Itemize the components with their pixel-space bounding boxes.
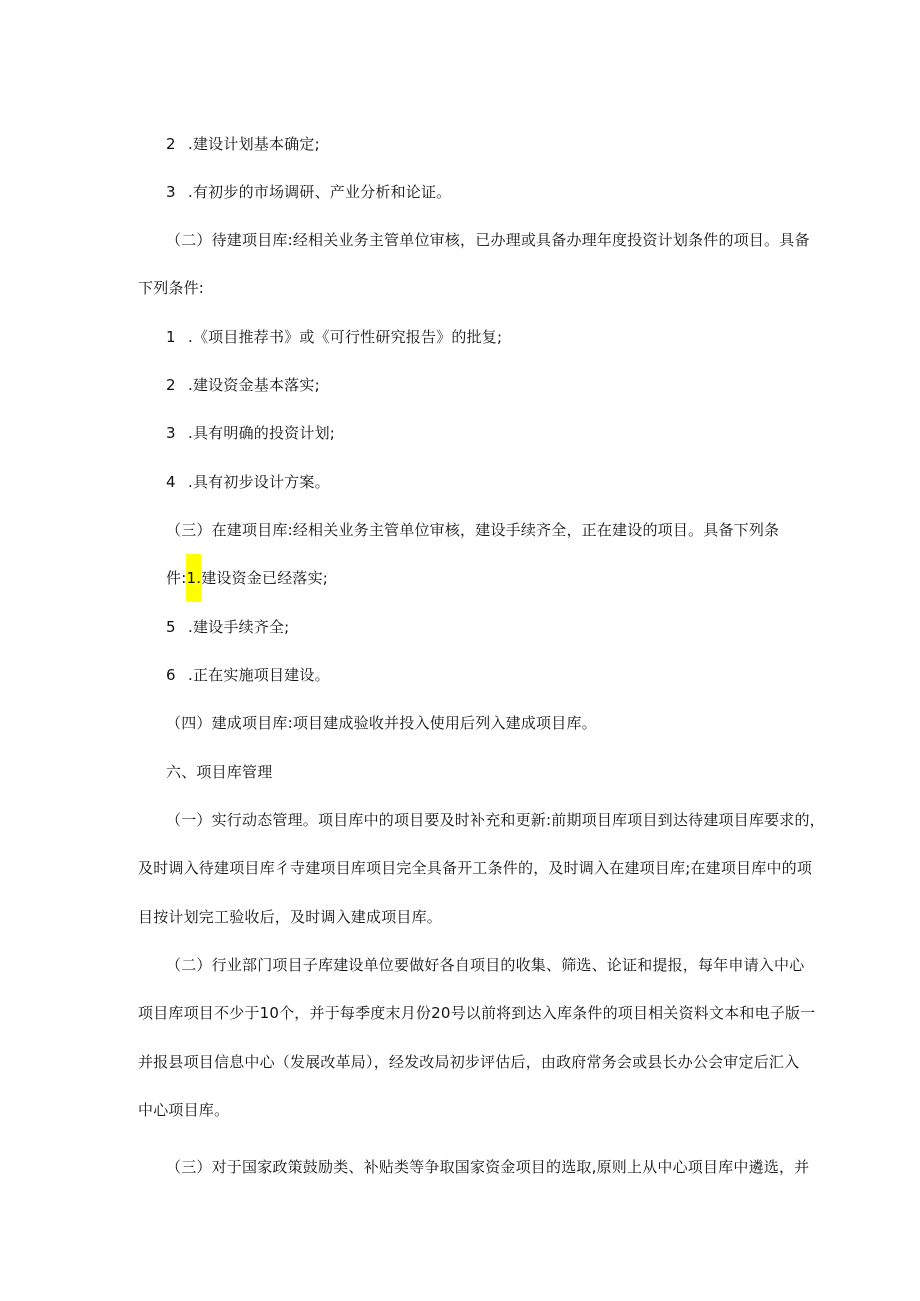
paragraph-line: （三）在建项目库:经相关业务主管单位审核，建设手续齐全，正在建设的项目。具备下列条	[166, 521, 780, 539]
text-fragment: 件:	[166, 569, 187, 587]
list-text: .有初步的市场调研、产业分析和论证。	[188, 183, 452, 201]
list-item	[166, 472, 330, 492]
list-number: 1	[166, 328, 176, 346]
highlighted-text: 1.	[186, 554, 201, 602]
list-text: .建设手续齐全;	[188, 618, 290, 636]
list-number: 4	[166, 473, 176, 491]
section-heading: 六、项目库管理	[166, 763, 273, 781]
paragraph-line: （二）待建项目库:经相关业务主管单位审核，已办理或具备办理年度投资计划条件的项目。具备	[166, 231, 810, 249]
list-number: 2	[166, 376, 176, 394]
list-number: 6	[166, 666, 176, 684]
paragraph-line: 中心项目库。	[138, 1101, 230, 1119]
paragraph-line	[166, 568, 328, 588]
list-item	[166, 665, 330, 685]
list-item	[166, 617, 289, 637]
paragraph-line: 目按计划完工验收后，及时调入建成项目库。	[138, 908, 443, 926]
list-text: .正在实施项目建设。	[188, 666, 330, 684]
list-text: .具有明确的投资计划;	[188, 424, 336, 442]
paragraph-line: 项目库项目不少于10个，并于每季度末月份20号以前将到达入库条件的项目相关资料文本和电子版一	[138, 1004, 816, 1022]
paragraph-line: 下列条件:	[138, 279, 205, 297]
list-number: 5	[166, 618, 176, 636]
paragraph-line: 并报县项目信息中心（发展改革局），经发改局初步评估后，由政府常务会或县长办公会审定后汇入	[138, 1053, 800, 1071]
text-fragment: 建设资金已经落实;	[201, 569, 329, 587]
list-text: .建设资金基本落实;	[188, 376, 320, 394]
list-number: 3	[166, 183, 176, 201]
paragraph-line: （三）对于国家政策鼓励类、补贴类等争取国家资金项目的选取,原则上从中心项目库中遴选，并	[166, 1158, 810, 1176]
list-number: 3	[166, 424, 176, 442]
list-number: 2	[166, 135, 176, 153]
list-item	[166, 375, 320, 395]
list-text: .建设计划基本确定;	[188, 135, 320, 153]
list-text: .具有初步设计方案。	[188, 473, 330, 491]
paragraph-line: 及时调入待建项目库彳寺建项目库项目完全具备开工条件的，及时调入在建项目库;在建项目库中的项	[138, 859, 813, 877]
list-item	[166, 182, 451, 202]
paragraph-line: （四）建成项目库:项目建成验收并投入使用后列入建成项目库。	[166, 714, 597, 732]
list-item	[166, 327, 502, 347]
list-text: .《项目推荐书》或《可行性研究报告》的批复;	[188, 328, 503, 346]
list-item	[166, 134, 320, 154]
paragraph-line: （一）实行动态管理。项目库中的项目要及时补充和更新:前期项目库项目到达待建项目库要求的，	[166, 811, 825, 829]
paragraph-line: （二）行业部门项目子库建设单位要做好各自项目的收集、筛选、论证和提报，每年申请入中心	[166, 956, 805, 974]
list-item	[166, 423, 335, 443]
